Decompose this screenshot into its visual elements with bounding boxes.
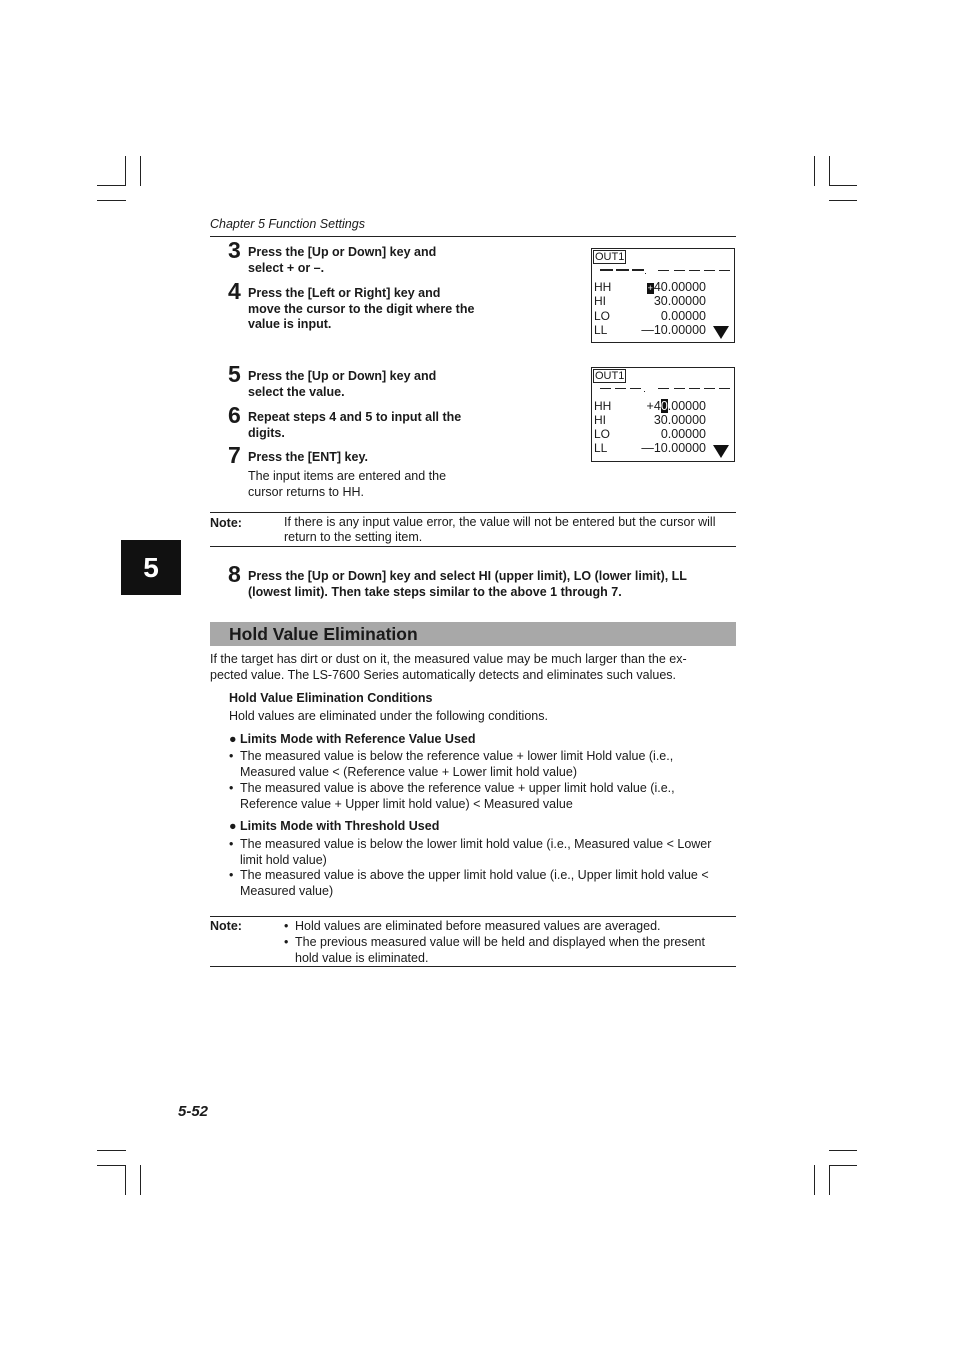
lcd-cursor: 0 [660, 399, 668, 413]
lcd-value-lo: 0.00000 [660, 309, 706, 323]
step-detail-line: The input items are entered and the [248, 469, 447, 483]
step-text-line: select + or –. [248, 260, 325, 275]
lcd-value-ll: —10.00000 [641, 323, 706, 337]
step-text-line: Press the [Left or Right] key and [248, 286, 441, 300]
lcd-label-lo: LO [594, 427, 611, 441]
lcd-value-lo: 0.00000 [660, 427, 706, 441]
lcd-label-hh: HH [594, 399, 612, 413]
section-intro-line: pected value. The LS-7600 Series automatically detects and eliminates such values. [210, 668, 677, 682]
step-text-line: (lowest limit). Then take steps similar to the above 1 through 7. [248, 584, 622, 599]
note-rule-bottom [210, 546, 736, 547]
section-intro-line: If the target has dirt or dust on it, the measured value may be much larger than the ex- [210, 652, 687, 666]
note-rule-top [210, 512, 736, 513]
lcd-label-hh: HH [594, 280, 612, 294]
note-label: Note: [210, 919, 242, 933]
step-number: 6 [228, 402, 241, 428]
step-text-line: select the value. [248, 384, 345, 399]
lcd-value-ll: —10.00000 [641, 441, 706, 455]
step-text-line: Press the [Up or Down] key and [248, 369, 437, 383]
sub-intro: Hold values are eliminated under the following conditions. [229, 709, 548, 723]
step-number: 7 [228, 442, 241, 468]
lcd-label-ll: LL [594, 441, 608, 455]
lcd-cursor: + [647, 283, 653, 293]
note-rule-top [210, 916, 736, 917]
step-number: 3 [228, 237, 241, 263]
header-rule [210, 236, 736, 237]
chapter-tab: 5 [121, 540, 181, 595]
note-text-line: If there is any input value error, the value will not be entered but the cursor will [284, 515, 716, 529]
step-text-line: move the cursor to the digit where the [248, 301, 475, 316]
section-title: Hold Value Elimination [229, 624, 418, 644]
lcd-label-hi: HI [594, 294, 606, 308]
step-number: 5 [228, 361, 241, 387]
lcd-tag: OUT1 [595, 370, 625, 382]
step-detail-line: cursor returns to HH. [248, 485, 365, 499]
section-header-bar [210, 622, 736, 646]
lcd-label-ll: LL [594, 323, 608, 337]
lcd-value-hh: +40.00000 [646, 399, 706, 413]
note-rule-bottom [210, 966, 736, 967]
step-text-line: Press the [Up or Down] key and select HI (upper limit), LO (lower limit), LL [248, 569, 687, 583]
group-heading-threshold: ● Limits Mode with Threshold Used [229, 819, 440, 833]
page-number: 5-52 [178, 1103, 209, 1120]
step-number: 4 [228, 278, 241, 304]
lcd-tag: OUT1 [595, 251, 625, 263]
lcd-value-hh: +40.00000 [647, 280, 706, 294]
step-text-line: value is input. [248, 317, 332, 331]
step-text-line: Press the [Up or Down] key and [248, 245, 437, 259]
step-text-line: digits. [248, 425, 285, 440]
note-text-line: return to the setting item. [284, 530, 423, 544]
chapter-header: Chapter 5 Function Settings [210, 217, 365, 231]
step-text-line: Repeat steps 4 and 5 to input all the [248, 410, 462, 424]
lcd-value-hi: 30.00000 [653, 413, 706, 427]
lcd-label-hi: HI [594, 413, 606, 427]
down-arrow-icon [713, 445, 729, 458]
group-heading-reference: ● Limits Mode with Reference Value Used [229, 732, 476, 746]
note-label: Note: [210, 516, 242, 530]
down-arrow-icon [713, 326, 729, 339]
lcd-display-1 [591, 248, 735, 343]
lcd-display-2 [591, 367, 735, 462]
step-text-line: Press the [ENT] key. [248, 450, 368, 464]
sub-heading: Hold Value Elimination Conditions [229, 691, 433, 705]
lcd-label-lo: LO [594, 309, 611, 323]
lcd-value-hi: 30.00000 [653, 294, 706, 308]
step-number: 8 [228, 561, 241, 587]
